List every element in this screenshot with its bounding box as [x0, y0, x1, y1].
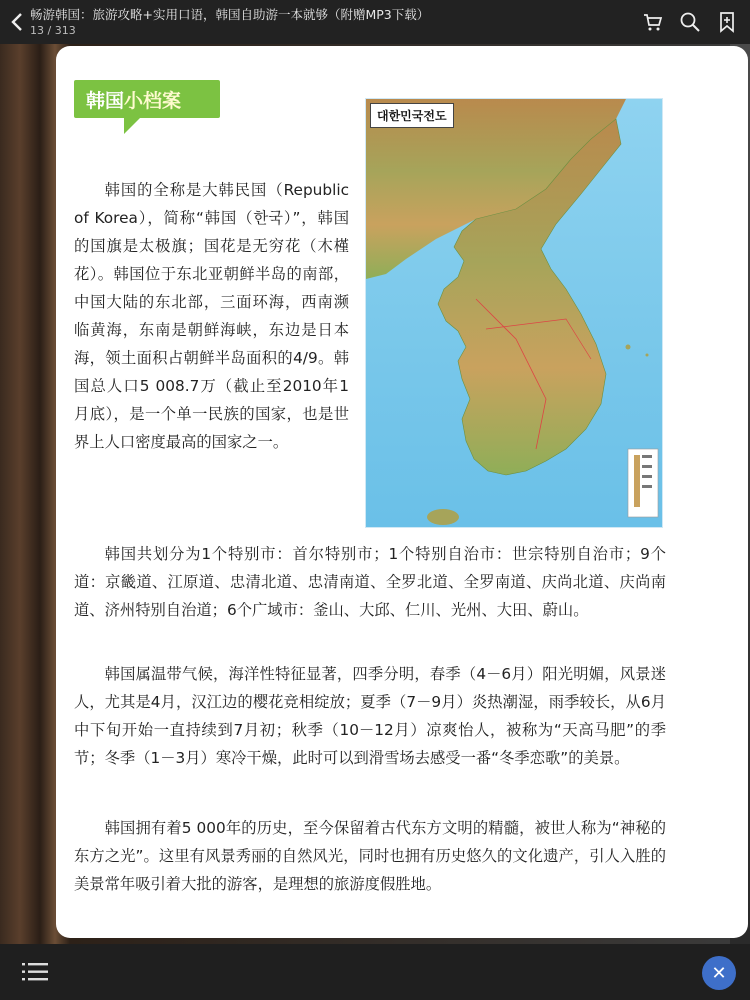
close-button[interactable] — [702, 956, 736, 990]
section-tag — [74, 80, 220, 118]
menu-icon[interactable] — [22, 961, 48, 983]
book-title: 畅游韩国：旅游攻略+实用口语，韩国自助游一本就够（附赠MP3下载） — [30, 7, 430, 22]
bookmark-button[interactable] — [715, 10, 739, 34]
top-bar — [0, 0, 750, 44]
bookmark-icon — [716, 11, 738, 33]
page-indicator: 13 / 313 — [30, 24, 76, 37]
cart-icon — [642, 11, 664, 33]
map-label: 대한민국전도 — [370, 103, 454, 128]
paragraph-climate: 韩国属温带气候，海洋性特征显著，四季分明，春季（4－6月）阳光明媚，风景迷人，尤其是4月，汉江边的樱花竞相绽放；夏季（7－9月）炎热潮湿，雨季较长，从6月中下旬开始一直持续到7月初；秋季（10－12月）凉爽怡人，被称为“天高马肥”的季节；冬季（1－3月）寒冷干燥，此时可以到滑雪场去感受一番“冬季恋歌”的美景。 — [74, 665, 666, 767]
back-button[interactable] — [6, 6, 28, 38]
bottom-bar — [0, 944, 750, 1000]
section-tag-text: 韩国小档案 — [86, 90, 182, 112]
paragraph-history: 韩国拥有着5 000年的历史，至今保留着古代东方文明的精髓，被世人称为“神秘的东方之光”。这里有风景秀丽的自然风光，同时也拥有历史悠久的文化遗产，引人入胜的美景常年吸引着大批的游客，是理想的旅游度假胜地。 — [74, 819, 666, 893]
korea-map-graphic — [366, 99, 663, 528]
paragraph-overview: 韩国的全称是大韩民国（Republic of Korea），简称“韩国（한국）”，韩国的国旗是太极旗；国花是无穷花（木槿花）。韩国位于东北亚朝鲜半岛的南部，中国大陆的东北部，三面环海，西南濒临黄海，东南是朝鲜海峡，东边是日本海，领土面积占朝鲜半岛面积的4/9。韩国总人口5 008.7万（截止至2010年1月底），是一个单一民族的国家，也是世界上人口密度最高的国家之一。 — [74, 181, 349, 451]
cart-button[interactable] — [641, 10, 665, 34]
back-icon — [10, 12, 24, 32]
search-icon — [679, 11, 701, 33]
korea-map — [365, 98, 663, 528]
search-button[interactable] — [678, 10, 702, 34]
paragraph-divisions: 韩国共划分为1个特别市：首尔特别市；1个特别自治市：世宗特别自治市；9个道：京畿道、江原道、忠清北道、忠清南道、全罗北道、全罗南道、庆尚北道、庆尚南道、济州特别自治道；6个广域市：釜山、大邱、仁川、光州、大田、蔚山。 — [74, 545, 666, 619]
close-icon: ✕ — [711, 962, 727, 984]
